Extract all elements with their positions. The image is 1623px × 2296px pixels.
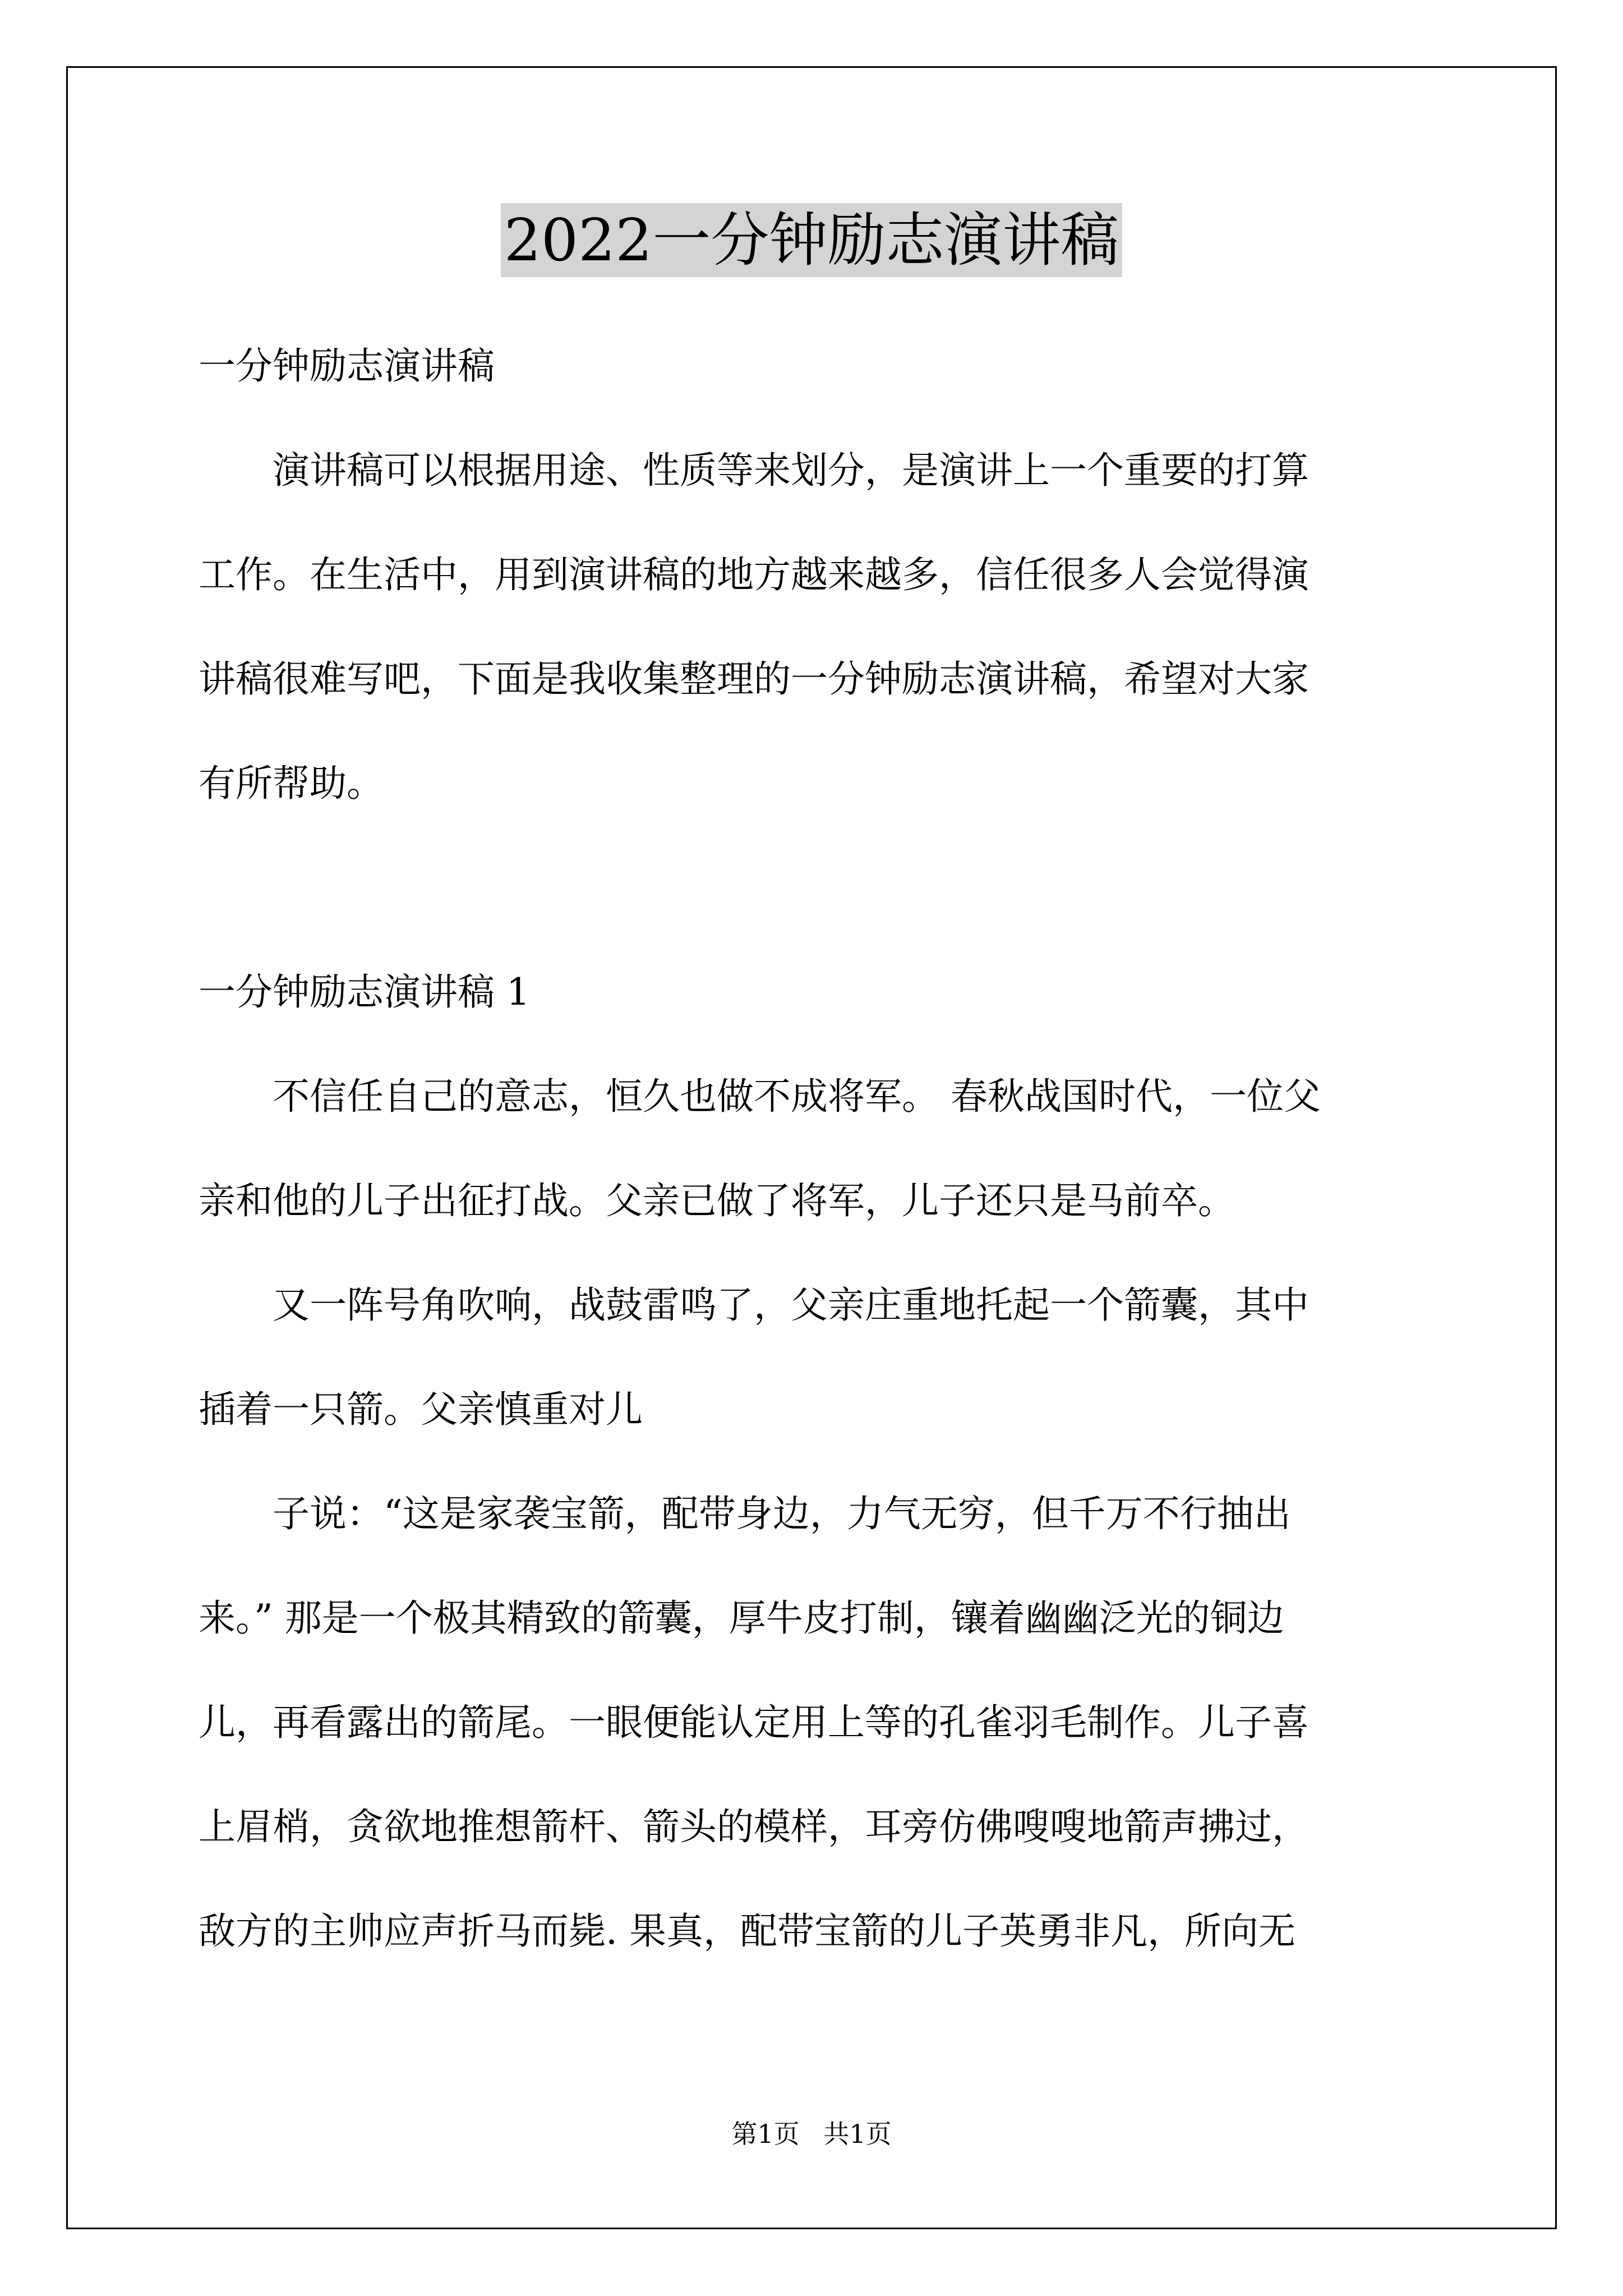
paragraph-line: 敌方的主帅应声折马而毙. 果真，配带宝箭的儿子英勇非凡，所向无: [199, 1910, 1295, 1953]
blank-line: [199, 836, 1427, 940]
paragraph-3: [199, 1253, 1427, 1462]
paragraph-line: 讲稿很难写吧，下面是我收集整理的一分钟励志演讲稿，希望对大家: [199, 657, 1309, 701]
paragraph-line: 儿，再看露出的箭尾。一眼便能认定用上等的孔雀羽毛制作。儿子喜: [199, 1701, 1309, 1744]
page-number-current: 第1页: [731, 2119, 800, 2149]
document-body: [199, 314, 1427, 1984]
paragraph-line: 上眉梢，贪欲地推想箭杆、箭头的模样，耳旁仿佛嗖嗖地箭声拂过，: [199, 1805, 1309, 1848]
paragraph-intro: [199, 418, 1427, 836]
paragraph-line: 演讲稿可以根据用途、性质等来划分，是演讲上一个重要的打算: [273, 449, 1309, 492]
subtitle: [199, 314, 1427, 418]
paragraph-line: 有所帮助。: [199, 762, 384, 805]
paragraph-line: 子说：“这是家袭宝箭，配带身边，力气无穷，但千万不行抽出: [273, 1492, 1291, 1535]
paragraph-line: 插着一只箭。父亲慎重对儿: [199, 1388, 643, 1431]
paragraph-4: [199, 1462, 1427, 1984]
page-number-total: 共1页: [823, 2119, 892, 2149]
paragraph-line: 亲和他的儿子出征打战。父亲已做了将军，儿子还只是马前卒。: [199, 1179, 1235, 1222]
subtitle-text: 一分钟励志演讲稿: [199, 344, 495, 388]
document-title-wrap: [0, 203, 1623, 277]
section-heading-text: 一分钟励志演讲稿 1: [199, 970, 530, 1014]
document-title: 2022一分钟励志演讲稿: [501, 203, 1123, 277]
paragraph-2: [199, 1045, 1427, 1253]
paragraph-line: 又一阵号角吹响，战鼓雷鸣了，父亲庄重地托起一个箭囊，其中: [273, 1283, 1309, 1327]
paragraph-line: 工作。在生活中，用到演讲稿的地方越来越多，信任很多人会觉得演: [199, 553, 1309, 596]
page-footer: [0, 2114, 1623, 2151]
paragraph-line: 来。” 那是一个极其精致的箭囊，厚牛皮打制，镶着幽幽泛光的铜边: [199, 1596, 1284, 1640]
paragraph-line: 不信任自己的意志，恒久也做不成将军。 春秋战国时代，一位父: [273, 1075, 1321, 1118]
spacer: [199, 836, 1427, 940]
section-heading: [199, 940, 1427, 1045]
